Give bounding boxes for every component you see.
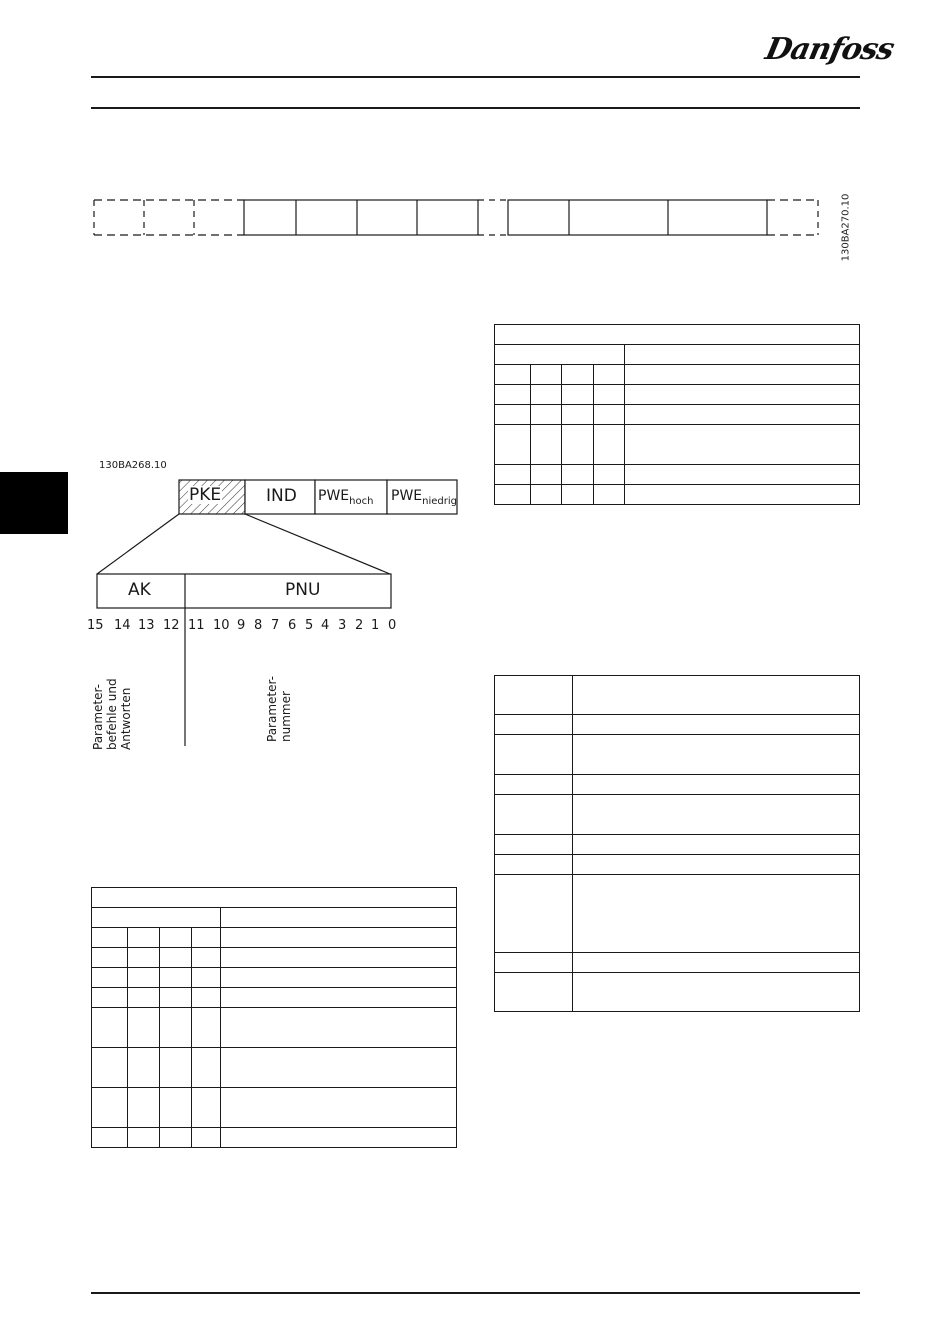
table-row	[495, 795, 860, 835]
table-cell	[92, 968, 128, 988]
bit-number: 1	[371, 618, 380, 633]
pnu-caption	[265, 642, 295, 742]
footer-rule	[91, 1292, 860, 1294]
table-cell	[531, 465, 562, 485]
bit-number: 12	[163, 618, 180, 633]
ak-caption-line: Parameter-	[91, 684, 105, 750]
table-cell	[531, 385, 562, 405]
table-cell	[128, 1128, 160, 1148]
table-cell	[594, 365, 625, 385]
table-cell	[625, 425, 860, 465]
table-cell	[531, 365, 562, 385]
table-cell	[594, 485, 625, 505]
table-row	[495, 715, 860, 735]
table-cell	[495, 855, 573, 875]
table-cell	[573, 775, 860, 795]
table-cell	[160, 948, 192, 968]
table-cell	[192, 1048, 221, 1088]
ind-box-label: IND	[266, 486, 297, 506]
table-cell	[160, 1088, 192, 1128]
table-cell	[160, 1008, 192, 1048]
pwe-high-sub: hoch	[349, 496, 374, 507]
table-cell	[562, 405, 594, 425]
bit-number: 13	[138, 618, 155, 633]
table-cell	[495, 953, 573, 973]
table-row	[495, 973, 860, 1012]
table-cell	[594, 425, 625, 465]
bit-number: 3	[338, 618, 347, 633]
table-cell	[495, 735, 573, 775]
table-row	[495, 735, 860, 775]
table-cell	[92, 1048, 128, 1088]
table-cell	[192, 988, 221, 1008]
bit-number: 4	[321, 618, 330, 633]
table-cell	[192, 1128, 221, 1148]
pnu-label: PNU	[285, 580, 321, 600]
table-row	[495, 676, 860, 715]
telegram-diagram	[88, 192, 848, 242]
table-cell	[625, 365, 860, 385]
error-code-table	[494, 675, 860, 1012]
table-cell	[562, 385, 594, 405]
table-cell	[495, 775, 573, 795]
table-row	[495, 855, 860, 875]
table-cell	[495, 676, 573, 715]
table-cell	[562, 485, 594, 505]
table-cell	[495, 795, 573, 835]
table-cell	[495, 875, 573, 953]
table-cell	[160, 1048, 192, 1088]
bit-number: 10	[213, 618, 230, 633]
table-cell	[495, 485, 531, 505]
pwe-high-box-label	[318, 488, 373, 510]
table-cell	[192, 928, 221, 948]
table-cell	[128, 1088, 160, 1128]
table-cell	[92, 948, 128, 968]
danfoss-logo: Danfoss	[762, 32, 897, 67]
pwe-low-box-label	[391, 488, 457, 510]
table-cell	[160, 968, 192, 988]
table-cell	[625, 385, 860, 405]
table-row	[495, 365, 860, 385]
table-row	[92, 1088, 457, 1128]
table-cell	[573, 855, 860, 875]
table-cell	[594, 385, 625, 405]
table-cell	[562, 425, 594, 465]
table-row	[92, 988, 457, 1008]
bit-number: 7	[271, 618, 280, 633]
bit-number: 8	[254, 618, 263, 633]
table-row	[92, 928, 457, 948]
table-cell	[531, 425, 562, 465]
table-row	[495, 953, 860, 973]
table-cell	[573, 795, 860, 835]
table-row	[92, 1048, 457, 1088]
table-cell	[573, 735, 860, 775]
table-cell	[625, 465, 860, 485]
table-cell	[92, 1128, 128, 1148]
table-row	[495, 325, 860, 345]
table-cell	[495, 835, 573, 855]
table-row	[495, 385, 860, 405]
pwe-low-base: PWE	[391, 488, 423, 504]
table-cell	[531, 485, 562, 505]
table-cell	[128, 968, 160, 988]
table-cell	[221, 1128, 457, 1148]
table-row	[92, 948, 457, 968]
pnu-caption-line: Parameter-	[265, 676, 279, 742]
ak-caption-line: Antworten	[119, 687, 133, 750]
table-row	[495, 465, 860, 485]
ak-caption-line: befehle und	[105, 678, 119, 750]
chapter-tab	[0, 472, 68, 534]
table-cell	[495, 715, 573, 735]
bit-number: 2	[355, 618, 364, 633]
table-row	[92, 1008, 457, 1048]
pke-figure-id: 130BA268.10	[99, 460, 167, 471]
table-cell	[573, 835, 860, 855]
table-cell	[92, 888, 457, 908]
table-cell	[625, 345, 860, 365]
table-cell	[531, 405, 562, 425]
bit-number: 6	[288, 618, 297, 633]
table-cell	[128, 1008, 160, 1048]
table-cell	[594, 405, 625, 425]
table-cell	[221, 968, 457, 988]
table-cell	[221, 928, 457, 948]
bit-number: 14	[114, 618, 131, 633]
table-row	[495, 425, 860, 465]
table-cell	[495, 365, 531, 385]
table-cell	[495, 345, 625, 365]
table-cell	[625, 485, 860, 505]
table-cell	[92, 928, 128, 948]
table-cell	[495, 465, 531, 485]
table-cell	[625, 405, 860, 425]
telegram-figure-id: 130BA270.10	[840, 193, 852, 262]
table-cell	[221, 908, 457, 928]
table-cell	[92, 988, 128, 1008]
pwe-low-sub: niedrig	[422, 496, 457, 507]
table-row	[495, 775, 860, 795]
ak-label: AK	[128, 580, 151, 600]
table-cell	[192, 1088, 221, 1128]
table-cell	[573, 676, 860, 715]
pnu-caption-line: nummer	[279, 691, 293, 742]
request-table	[91, 887, 457, 1148]
table-cell	[495, 405, 531, 425]
header-rule-bottom	[91, 107, 860, 109]
table-cell	[221, 1088, 457, 1128]
table-row	[92, 888, 457, 908]
table-cell	[573, 715, 860, 735]
table-cell	[160, 1128, 192, 1148]
table-cell	[573, 875, 860, 953]
table-row	[495, 405, 860, 425]
table-cell	[128, 988, 160, 1008]
table-cell	[160, 928, 192, 948]
table-cell	[573, 973, 860, 1012]
table-cell	[495, 385, 531, 405]
table-cell	[573, 953, 860, 973]
table-cell	[562, 465, 594, 485]
table-cell	[192, 968, 221, 988]
table-cell	[192, 948, 221, 968]
table-cell	[495, 425, 531, 465]
bit-number: 11	[188, 618, 205, 633]
table-row	[92, 1128, 457, 1148]
response-table	[494, 324, 860, 505]
table-row	[92, 908, 457, 928]
table-row	[495, 485, 860, 505]
table-cell	[495, 973, 573, 1012]
table-cell	[221, 988, 457, 1008]
bit-number: 15	[87, 618, 104, 633]
ak-caption	[91, 620, 131, 750]
bit-number: 5	[305, 618, 314, 633]
table-cell	[92, 1008, 128, 1048]
table-cell	[221, 1008, 457, 1048]
table-row	[92, 968, 457, 988]
table-cell	[160, 988, 192, 1008]
table-cell	[562, 365, 594, 385]
pke-box-label: PKE	[189, 485, 222, 505]
table-cell	[92, 1088, 128, 1128]
table-row	[495, 345, 860, 365]
table-cell	[128, 928, 160, 948]
bit-number: 0	[388, 618, 397, 633]
table-cell	[192, 1008, 221, 1048]
table-row	[495, 875, 860, 953]
pwe-high-base: PWE	[318, 488, 350, 504]
table-cell	[92, 908, 221, 928]
table-cell	[128, 1048, 160, 1088]
table-row	[495, 835, 860, 855]
table-cell	[221, 948, 457, 968]
table-cell	[594, 465, 625, 485]
bit-number: 9	[237, 618, 246, 633]
table-cell	[495, 325, 860, 345]
table-cell	[221, 1048, 457, 1088]
header-rule-top	[91, 76, 860, 78]
table-cell	[128, 948, 160, 968]
